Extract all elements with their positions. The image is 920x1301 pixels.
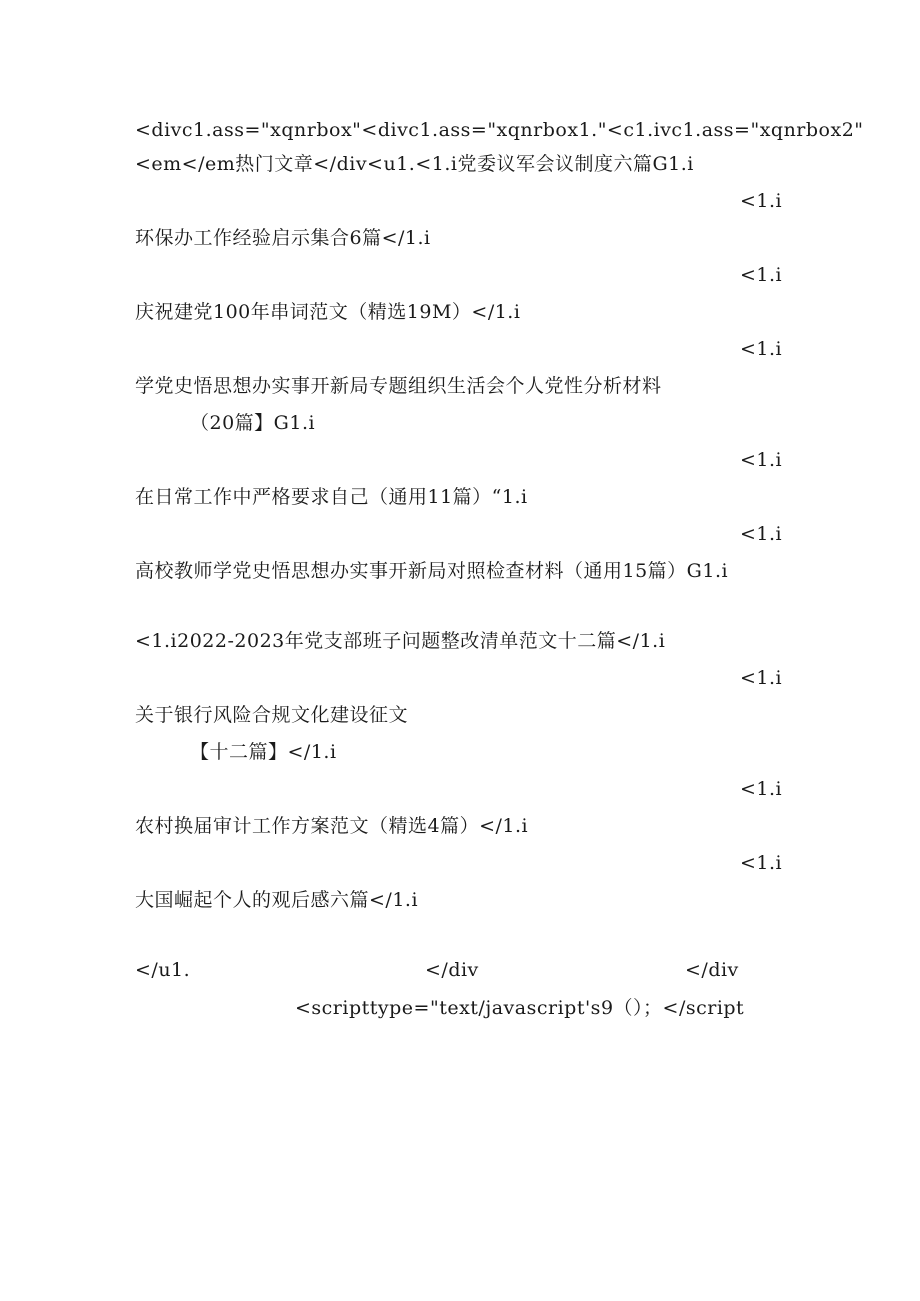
text-line: <1.i xyxy=(740,523,783,545)
text-line: 大国崛起个人的观后感六篇</1.i xyxy=(135,889,419,911)
text-line: 高校教师学党史悟思想办实事开新局对照检查材料（通用15篇）G1.i xyxy=(135,560,729,582)
text-line: <scripttype="text/javascript's9（）；</script xyxy=(295,997,745,1019)
text-line: <1.i xyxy=(740,264,783,286)
text-line: </u1. xyxy=(135,959,191,981)
text-line: 在日常工作中严格要求自己（通用11篇）“1.i xyxy=(135,486,528,508)
text-line: <1.i2022-2023年党支部班子问题整改清单范文十二篇</1.i xyxy=(135,630,666,652)
text-line: <1.i xyxy=(740,190,783,212)
text-line: 环保办工作经验启示集合6篇</1.i xyxy=(135,227,431,249)
text-line: （20篇】G1.i xyxy=(190,412,316,434)
text-line: <1.i xyxy=(740,778,783,800)
text-line: <em</em热门文章</div<u1.<1.i党委议军会议制度六篇G1.i xyxy=(135,153,694,175)
text-line: 庆祝建党100年串词范文（精选19M）</1.i xyxy=(135,301,521,323)
text-line: <1.i xyxy=(740,449,783,471)
text-line: 关于银行风险合规文化建设征文 xyxy=(135,704,409,726)
text-line: 【十二篇】</1.i xyxy=(190,741,337,763)
text-line: 学党史悟思想办实事开新局专题组织生活会个人党性分析材料 xyxy=(135,375,662,397)
text-line: <1.i xyxy=(740,338,783,360)
text-line: <1.i xyxy=(740,852,783,874)
text-line: </div xyxy=(425,959,479,981)
text-line: <divc1.ass="xqnrbox"<divc1.ass="xqnrbox1."<c1.ivc1.ass="xqnrbox2" xyxy=(135,119,864,141)
text-line: 农村换届审计工作方案范文（精选4篇）</1.i xyxy=(135,815,529,837)
text-line: <1.i xyxy=(740,667,783,689)
text-line: </div xyxy=(685,959,739,981)
